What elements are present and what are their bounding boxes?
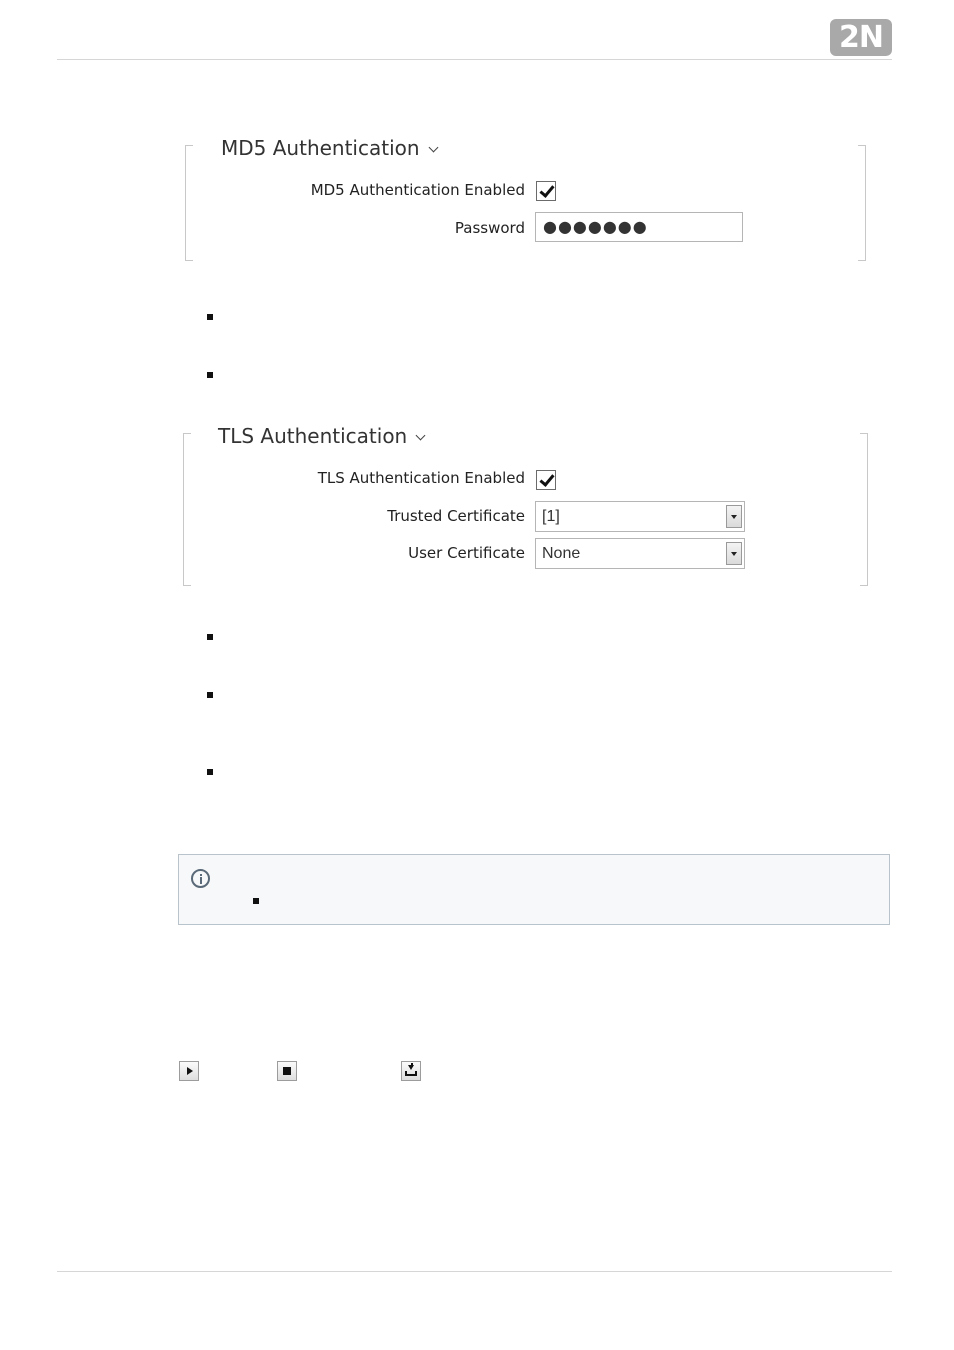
list-bullet [207,314,213,320]
caret-down-icon [731,515,737,519]
stop-icon [283,1067,291,1075]
chevron-down-icon [416,431,426,441]
chevron-down-icon [428,143,438,153]
checkmark-icon [539,471,554,487]
info-icon [191,869,210,888]
panel-bracket-left [185,145,193,261]
md5-password-field[interactable]: ●●●●●●● [535,212,743,242]
list-bullet [207,372,213,378]
user-certificate-label: User Certificate [408,544,525,562]
md5-enabled-checkbox[interactable] [536,181,556,201]
tls-enabled-checkbox[interactable] [536,470,556,490]
md5-password-row [0,219,525,239]
list-bullet [207,692,213,698]
list-bullet [207,634,213,640]
tls-enabled-label: TLS Authentication Enabled [317,469,525,487]
caret-down-icon [731,552,737,556]
play-button[interactable] [179,1061,199,1081]
md5-section-header[interactable] [221,136,437,160]
header-divider [57,59,892,60]
footer-divider [57,1271,892,1272]
download-button[interactable] [401,1061,421,1081]
user-certificate-row [0,544,525,564]
stop-button[interactable] [277,1061,297,1081]
md5-authentication-panel [185,145,866,261]
md5-password-label: Password [454,219,525,237]
dropdown-button[interactable] [726,505,742,528]
play-icon [187,1067,193,1075]
logo-text: 2N [839,20,883,55]
user-certificate-select[interactable] [535,538,745,569]
md5-section-title: MD5 Authentication [221,136,420,160]
info-note [178,854,890,925]
panel-bracket-right [860,433,868,586]
dropdown-button[interactable] [726,542,742,565]
tls-enabled-row [0,469,525,489]
tls-section-header[interactable] [218,424,424,448]
trusted-certificate-select[interactable] [535,501,745,532]
list-bullet [207,769,213,775]
md5-enabled-row [0,181,525,201]
checkmark-icon [539,182,554,198]
trusted-certificate-value: [1] [542,508,560,525]
md5-enabled-label: MD5 Authentication Enabled [310,181,525,199]
brand-logo [830,19,892,56]
list-bullet [253,898,259,904]
user-certificate-value: None [542,545,581,562]
panel-bracket-right [858,145,866,261]
tls-section-title: TLS Authentication [218,424,408,448]
trusted-certificate-label: Trusted Certificate [387,507,525,525]
trusted-certificate-row [0,507,525,527]
